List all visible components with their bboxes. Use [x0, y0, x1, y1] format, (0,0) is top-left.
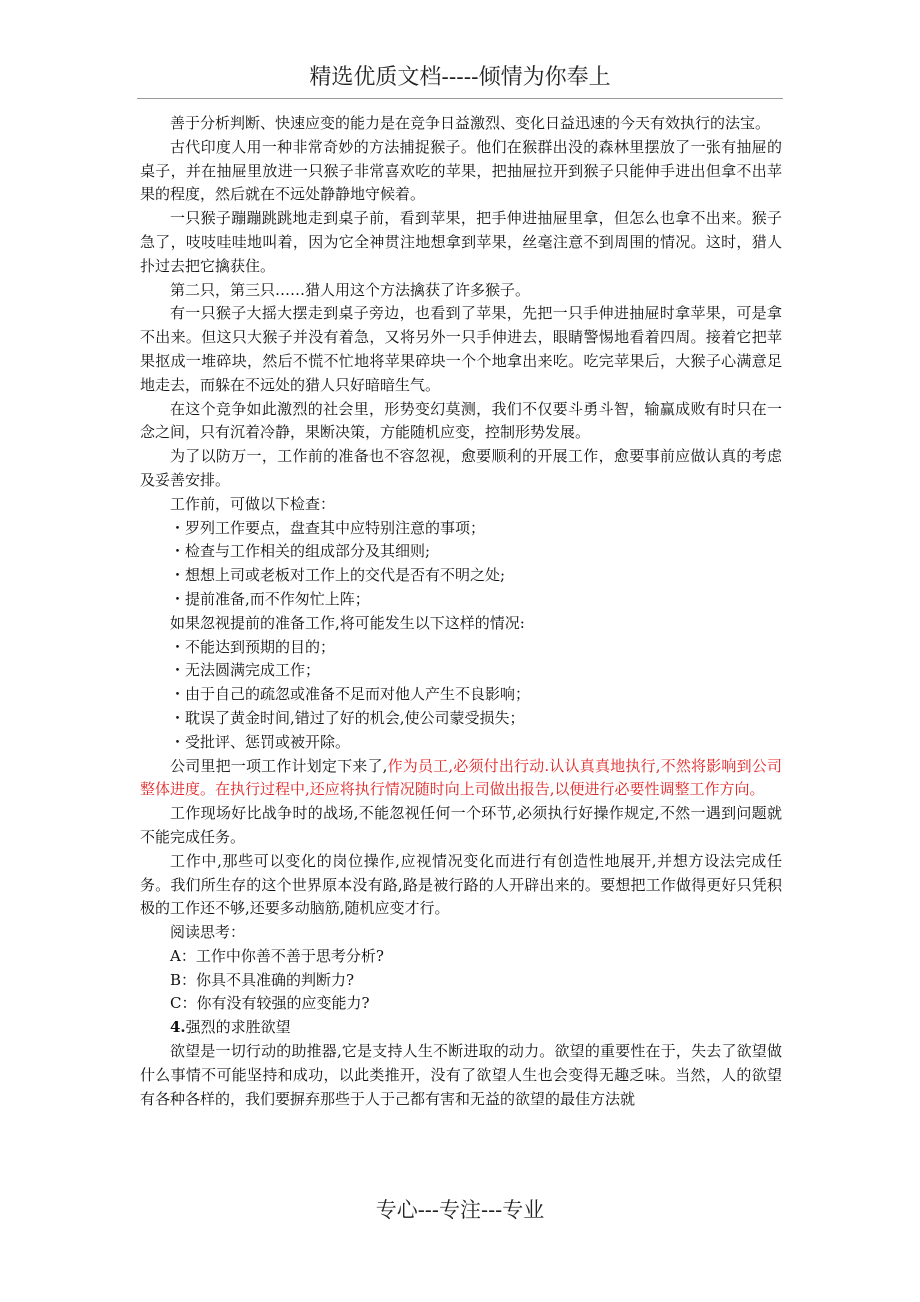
section-heading [140, 1016, 782, 1040]
section-title: 强烈的求胜欲望 [185, 1018, 291, 1037]
question: C：你有没有较强的应变能力? [170, 994, 370, 1013]
paragraph: 善于分析判断、快速应变的能力是在竞争日益激烈、变化日益迅速的今天有效执行的法宝。 [170, 114, 771, 132]
paragraph: 为了以防万一，工作前的准备也不容忽视，愈要顺利的开展工作，愈要事前应做认真的考虑及妥善安排。 [140, 447, 782, 489]
paragraph: 第二只，第三只……猎人用这个方法擒获了许多猴子。 [170, 280, 531, 299]
paragraph: 有一只猴子大摇大摆走到桌子旁边，也看到了苹果，先把一只手伸进抽屉时拿苹果，可是拿不出来。但这只大猴子并没有着急，又将另外一只手伸进去，眼睛警惕地看着四周。接着它把苹果抠成一堆碎块，然后不慌不忙地将苹果碎块一个个地拿出来吃。吃完苹果后，大猴子心满意足地走去，而躲在不远处的猎人只好暗暗生气。 [140, 304, 782, 394]
list-item: ・耽误了黄金时间,错过了好的机会,使公司蒙受损失； [170, 708, 525, 727]
highlighted-text: 作为员工,必须付出行动.认认真真地执行,不然将影响到公司整体进度。在执行过程中,还应将执行情况随时向上司做出报告,以便进行必要性调整工作方向。 [140, 756, 782, 799]
paragraph-highlighted [140, 755, 782, 803]
page-header: 精选优质文档-----倾情为你奉上 [137, 62, 783, 99]
list-item: ・提前准备,而不作匆忙上阵； [170, 589, 370, 608]
paragraph: 在这个竞争如此激烈的社会里，形势变幻莫测，我们不仅要斗勇斗智，输赢成败有时只在一念之间，只有沉着冷静，果断决策，方能随机应变，控制形势发展。 [140, 399, 782, 442]
consequences-intro: 如果忽视提前的准备工作,将可能发生以下这样的情况: [170, 613, 525, 632]
list-item: ・无法圆满完成工作； [170, 661, 321, 680]
list-item: ・罗列工作要点，盘查其中应特别注意的事项； [170, 518, 486, 537]
question: A：工作中你善不善于思考分析? [170, 946, 384, 965]
page-footer: 专心---专注---专业 [375, 1198, 545, 1222]
paragraph: 一只猴子蹦蹦跳跳地走到桌子前，看到苹果，把手伸进抽屉里拿，但怎么也拿不出来。猴子急了，吱吱哇哇地叫着，因为它全神贯注地想拿到苹果，丝毫注意不到周围的情况。这时，猎人扑过去把它擒获住。 [140, 209, 782, 275]
paragraph-plain-part: 公司里把一项工作计划定下来了, [170, 756, 388, 775]
list-item: ・检查与工作相关的组成部分及其细则; [170, 542, 431, 561]
list-item: ・受批评、惩罚或被开除。 [170, 732, 351, 751]
list-item: ・不能达到预期的目的； [170, 637, 336, 656]
list-item: ・由于自己的疏忽或准备不足而对他人产生不良影响； [170, 685, 531, 704]
paragraph: 工作中,那些可以变化的岗位操作,应视情况变化而进行有创造性地展开,并想方设法完成任务。我们所生存的这个世界原本没有路,路是被行路的人开辟出来的。要想把工作做得更好只凭积极的工作还不够,还要多动脑筋,随机应变才行。 [140, 851, 782, 918]
paragraph: 古代印度人用一种非常奇妙的方法捕捉猴子。他们在猴群出没的森林里摆放了一张有抽屉的桌子，并在抽屉里放进一只猴子非常喜欢吃的苹果，把抽屉拉开到猴子只能伸手进出但拿不出苹果的程度，然后就在不远处静静地守候着。 [140, 137, 782, 204]
paragraph: 工作现场好比战争时的战场,不能忽视任何一个环节,必须执行好操作规定,不然一遇到问题就不能完成任务。 [140, 804, 782, 846]
section-number: 4. [170, 1018, 186, 1037]
checklist-intro: 工作前，可做以下检查： [170, 494, 336, 513]
list-item: ・想想上司或老板对工作上的交代是否有不明之处; [170, 566, 506, 585]
document-body [140, 112, 782, 1111]
question: B：你具不具准确的判断力? [170, 970, 355, 989]
reading-questions-heading: 阅读思考： [170, 923, 246, 942]
paragraph: 欲望是一切行动的助推器,它是支持人生不断进取的动力。欲望的重要性在于，失去了欲望做什么事情不可能坚持和成功，以此类推开，没有了欲望人生也会变得无趣乏味。当然，人的欲望有各种各样的，我们要摒弃那些于人于己都有害和无益的欲望的最佳方法就 [140, 1042, 782, 1108]
